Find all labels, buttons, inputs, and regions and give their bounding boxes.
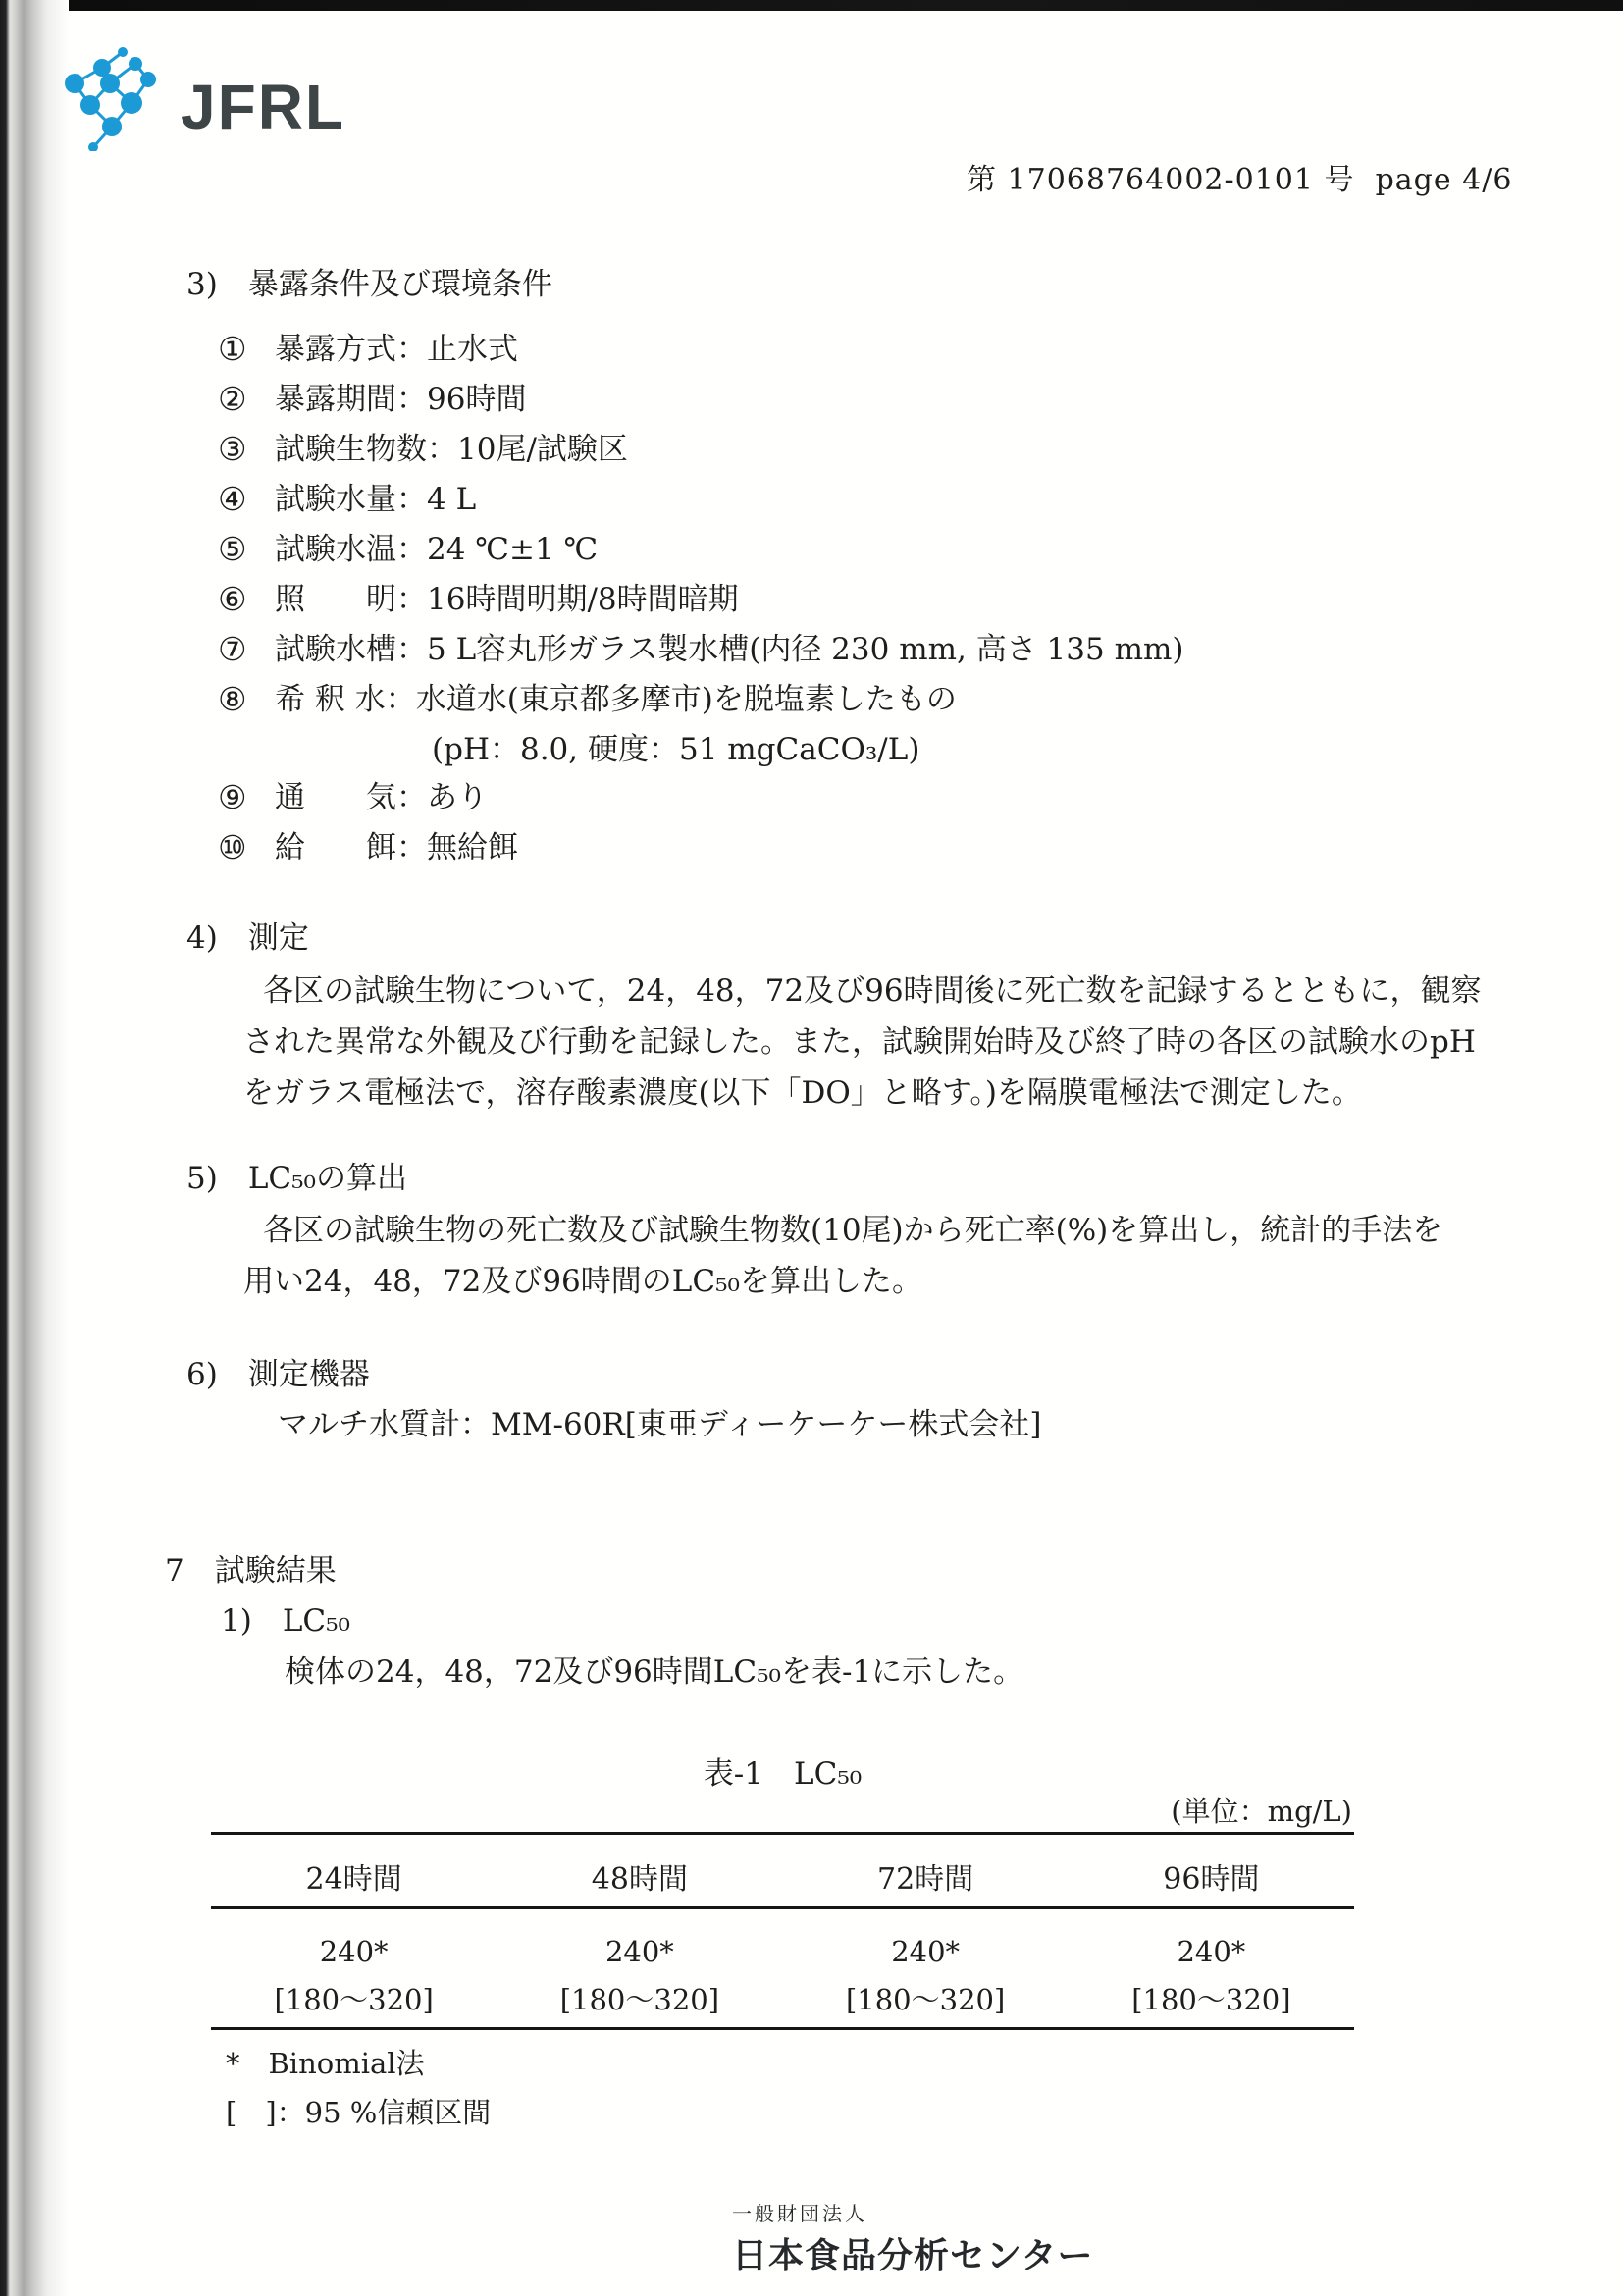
- item-5-text: 試験水温：24 ℃±1 ℃: [275, 532, 599, 567]
- section-4-line-1: 各区の試験生物について，24，48，72及び96時間後に死亡数を記録するとともに，観察: [263, 973, 1482, 1009]
- section-7-heading: 7 試験結果: [165, 1553, 337, 1589]
- table-header-72h: 72時間: [877, 1862, 974, 1897]
- table-top-rule: [211, 1832, 1354, 1835]
- ci-value-24h: [180〜320]: [274, 1983, 434, 2016]
- section-6-heading: 6) 測定機器: [186, 1357, 370, 1392]
- item-4-number: ④: [218, 480, 247, 518]
- table-unit-label: (単位：mg/L): [1171, 1795, 1352, 1828]
- footer-org-name: 日本食品分析センター: [732, 2235, 1094, 2275]
- table-bottom-rule: [211, 2027, 1354, 2030]
- item-6-number: ⑥: [218, 580, 247, 618]
- document-reference: 第 17068764002-0101 号 page 4/6: [967, 163, 1513, 197]
- jfrl-molecule-icon: [57, 45, 173, 151]
- item-3-number: ③: [218, 430, 247, 468]
- item-10-number: ⑩: [218, 828, 247, 866]
- footer-organization-logo: [732, 2198, 1094, 2278]
- item-9-text: 通 気：あり: [275, 780, 488, 815]
- item-6-text: 照 明：16時間明期/8時間暗期: [275, 582, 739, 617]
- item-1-text: 暴露方式：止水式: [275, 332, 518, 367]
- section-3-heading: 3) 暴露条件及び環境条件: [186, 267, 552, 302]
- table-ci-row: [211, 1978, 1354, 2018]
- jfrl-logo: [57, 45, 345, 151]
- ci-value-96h: [180〜320]: [1131, 1983, 1291, 2016]
- item-7-number: ⑦: [218, 630, 247, 668]
- section-4-line-2: された異常な外観及び行動を記録した。また，試験開始時及び終了時の各区の試験水のpH: [243, 1024, 1476, 1060]
- scan-edge-left: [0, 0, 69, 2296]
- item-4-text: 試験水量：4 L: [275, 482, 477, 517]
- jfrl-wordmark: JFRL: [181, 72, 345, 142]
- lc50-value-48h: 240*: [604, 1935, 674, 1968]
- item-9-number: ⑨: [218, 778, 247, 816]
- section-7-sub-heading: 1) LC₅₀: [221, 1603, 350, 1639]
- item-10-text: 給 餌：無給餌: [275, 830, 518, 865]
- lc50-value-24h: 240*: [319, 1935, 389, 1968]
- table-header-48h: 48時間: [591, 1862, 688, 1897]
- lc50-value-96h: 240*: [1177, 1935, 1246, 1968]
- table-header-24h: 24時間: [305, 1862, 402, 1897]
- lc50-value-72h: 240*: [891, 1935, 961, 1968]
- section-5-line-1: 各区の試験生物の死亡数及び試験生物数(10尾)から死亡率(%)を算出し，統計的手法を: [263, 1213, 1443, 1248]
- item-8-number: ⑧: [218, 680, 247, 718]
- item-3-text: 試験生物数：10尾/試験区: [275, 432, 628, 467]
- item-2-text: 暴露期間：96時間: [275, 382, 527, 417]
- ci-value-72h: [180〜320]: [845, 1983, 1006, 2016]
- item-8-note: (pH：8.0, 硬度：51 mgCaCO₃/L): [432, 732, 920, 767]
- section-5-heading: 5) LC₅₀の算出: [186, 1161, 407, 1196]
- footer-org-type: 一般財団法人: [732, 2204, 867, 2225]
- item-5-number: ⑤: [218, 530, 247, 568]
- footnote-binomial: * Binomial法: [226, 2047, 425, 2080]
- scan-edge-top: [0, 0, 1623, 11]
- table-header-row: [211, 1854, 1354, 1898]
- item-8-text: 希 釈 水：水道水(東京都多摩市)を脱塩素したもの: [275, 682, 957, 717]
- item-1-number: ①: [218, 330, 247, 368]
- section-5-line-2: 用い24，48，72及び96時間のLC₅₀を算出した。: [243, 1264, 922, 1299]
- table-header-96h: 96時間: [1163, 1862, 1260, 1897]
- section-4-line-3: をガラス電極法で，溶存酸素濃度(以下「DO」と略す。)を隔膜電極法で測定した。: [243, 1075, 1362, 1111]
- section-4-heading: 4) 測定: [186, 920, 309, 956]
- table-caption: 表-1 LC₅₀: [703, 1756, 863, 1792]
- item-7-text: 試験水槽：5 L容丸形ガラス製水槽(内径 230 mm, 高さ 135 mm): [275, 632, 1184, 667]
- section-7-line: 検体の24，48，72及び96時間LC₅₀を表-1に示した。: [285, 1654, 1024, 1690]
- table-header-rule: [211, 1906, 1354, 1909]
- item-2-number: ②: [218, 380, 247, 418]
- ci-value-48h: [180〜320]: [559, 1983, 720, 2016]
- footnote-confidence-interval: [ ]：95 %信頼区間: [226, 2096, 492, 2129]
- table-lc50-row: [211, 1935, 1354, 1968]
- section-6-line: マルチ水質計：MM-60R[東亜ディーケーケー株式会社]: [278, 1407, 1042, 1442]
